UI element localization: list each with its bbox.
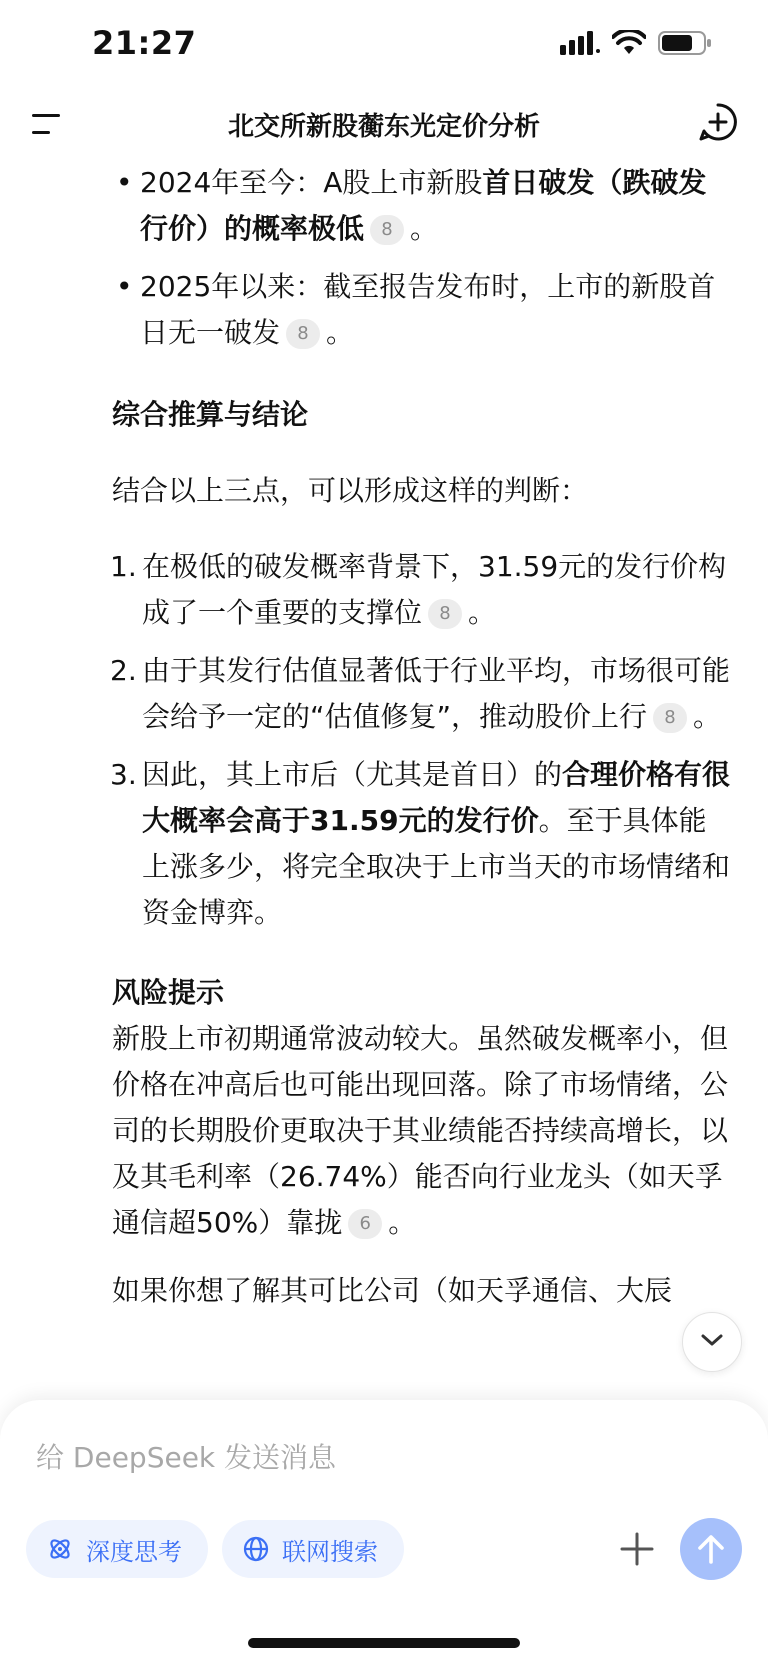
status-bar	[0, 0, 768, 90]
citation-badge[interactable]: 8	[428, 599, 462, 629]
risk-title: 风险提示	[112, 976, 225, 1009]
list-number: 3.	[110, 758, 137, 791]
list-item: 1. 在极低的破发概率背景下，31.59元的发行价构成了一个重要的支撑位 8 。	[0, 544, 768, 636]
list-number: 2.	[110, 654, 137, 687]
section-heading: 综合推算与结论	[112, 398, 309, 431]
home-indicator[interactable]	[248, 1638, 520, 1648]
numbered-list	[0, 544, 768, 936]
signal-icon	[560, 31, 600, 59]
message-composer	[0, 1400, 768, 1662]
web-search-label: 联网搜索	[282, 1537, 378, 1566]
scroll-to-bottom-button[interactable]	[682, 1312, 742, 1372]
globe-icon	[242, 1535, 270, 1563]
list-item: 2. 由于其发行估值显著低于行业平均，市场很可能会给予一定的“估值修复”，推动股价上行 8 。	[0, 648, 768, 740]
page-title: 北交所新股蘅东光定价分析	[227, 112, 540, 142]
trailing-text: 如果你想了解其可比公司（如天孚通信、大辰	[112, 1274, 673, 1307]
message-content	[0, 160, 768, 1400]
new-chat-icon[interactable]	[698, 102, 738, 142]
message-input[interactable]: 给 DeepSeek 发送消息	[36, 1441, 337, 1474]
web-search-button[interactable]	[222, 1520, 404, 1578]
status-icons	[560, 30, 712, 60]
list-item: 3. 因此，其上市后（尤其是首日）的合理价格有很大概率会高于31.59元的发行价。至于具体能上涨多少，将完全取决于上市当天的市场情绪和资金博弈。	[0, 752, 768, 936]
list-item: • 2024年至今：A股上市新股首日破发（跌破发行价）的概率极低 8 。	[0, 160, 768, 252]
risk-text: 新股上市初期通常波动较大。虽然破发概率小，但价格在冲高后也可能出现回落。除了市场情绪，公司的长期股价更取决于其业绩能否持续高增长，以及其毛利率（26.74%）能否向行业龙头（如天孚通信超50%）靠拢	[112, 1022, 729, 1239]
bullet-list	[0, 160, 768, 356]
deep-think-button[interactable]	[26, 1520, 208, 1578]
list-item: • 2025年以来：截至报告发布时，上市的新股首日无一破发 8 。	[0, 264, 768, 356]
risk-section: 风险提示 新股上市初期通常波动较大。虽然破发概率小，但价格在冲高后也可能出现回落。除了市场情绪，公司的长期股价更取决于其业绩能否持续高增长，以及其毛利率（26.74%）能否向行业龙头（如天孚通信超50%）靠拢 6 。	[112, 970, 732, 1246]
atom-icon	[46, 1535, 74, 1563]
wifi-icon	[612, 30, 646, 60]
list-number: 1.	[110, 550, 137, 583]
arrow-up-icon	[696, 1533, 726, 1565]
chevron-down-icon	[700, 1332, 724, 1352]
plus-icon[interactable]	[612, 1524, 662, 1574]
citation-badge[interactable]: 8	[286, 319, 320, 349]
status-time: 21:27	[92, 24, 197, 62]
battery-icon	[658, 30, 712, 60]
citation-badge[interactable]: 6	[348, 1209, 382, 1239]
citation-badge[interactable]: 8	[653, 703, 687, 733]
send-button[interactable]	[680, 1518, 742, 1580]
intro-paragraph: 结合以上三点，可以形成这样的判断：	[112, 474, 589, 507]
chat-header	[0, 92, 768, 156]
deep-think-label: 深度思考	[86, 1537, 182, 1566]
citation-badge[interactable]: 8	[370, 215, 404, 245]
